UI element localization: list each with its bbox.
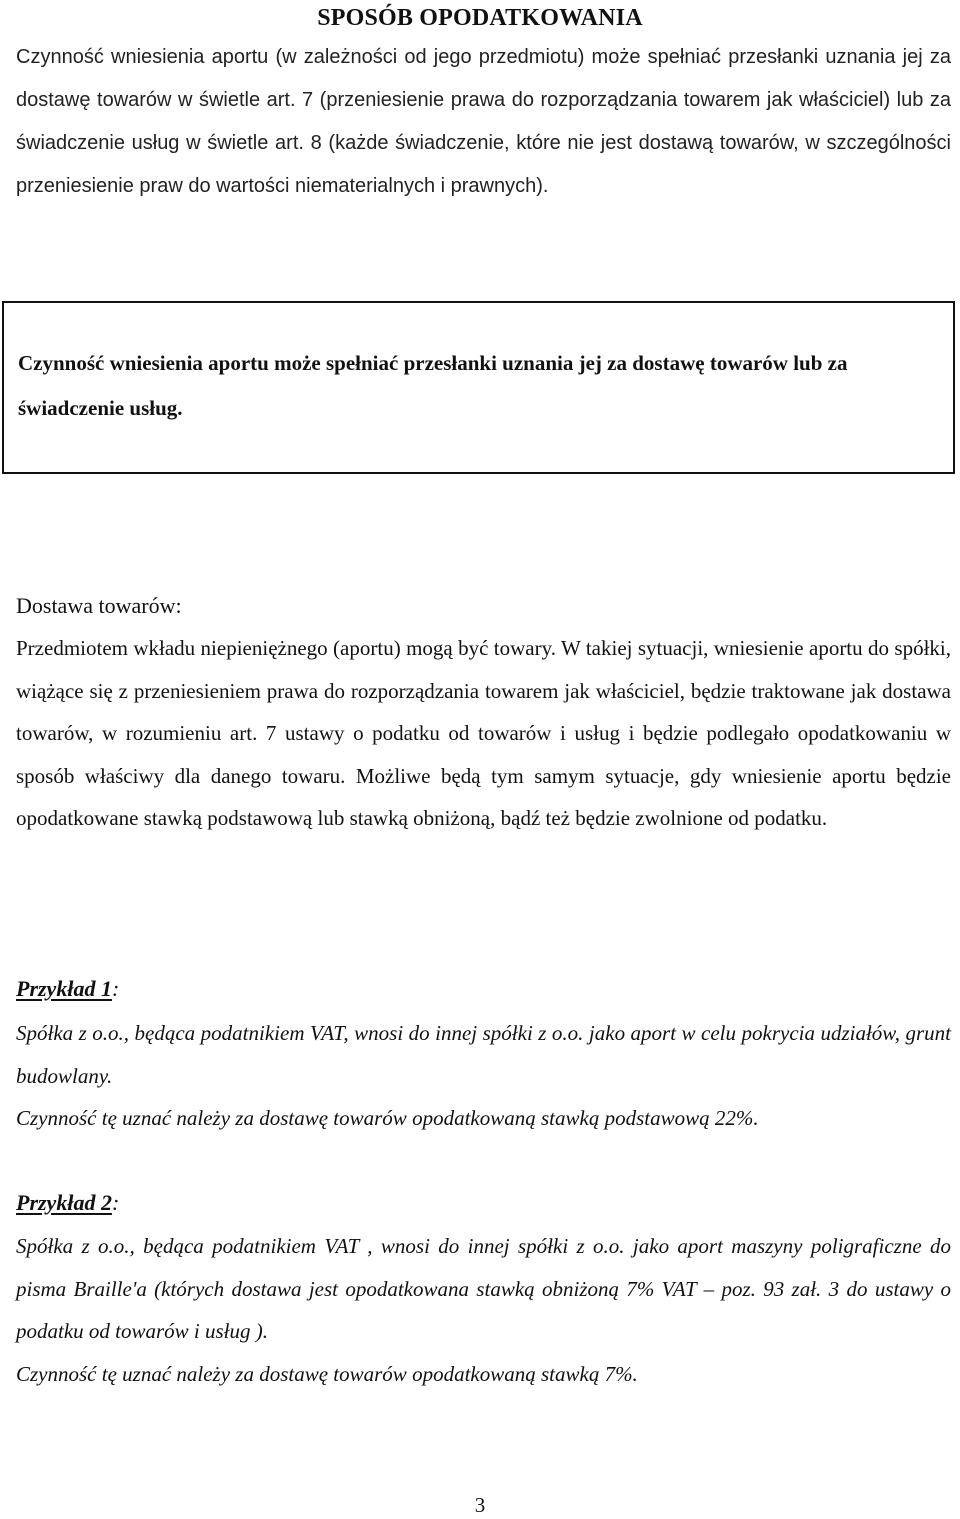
intro-paragraph: Czynność wniesienia aportu (w zależności od jego przedmiotu) może spełniać przesłanki uznania jej za dostawę towarów w świetle art. 7 (przeniesienie prawa do rozporządzania towarem jak właściciel) lub za świadczenie usług w świetle art. 8 (każde świadczenie, które nie jest dostawą towarów, w szczególności przeniesienie praw do wartości niematerialnych i prawnych). (16, 46, 951, 197)
example-2-heading-word: Przykład 2 (16, 1190, 112, 1215)
page-title: SPOSÓB OPODATKOWANIA (317, 5, 643, 31)
supply-heading: Dostawa towarów: (16, 593, 182, 618)
example-1-heading (16, 968, 119, 1010)
example-1-heading-suffix: : (111, 976, 120, 1001)
example-2-heading (16, 1182, 119, 1224)
page-number: 3 (474, 1493, 486, 1517)
example-2-description: Spółka z o.o., będąca podatnikiem VAT , wnosi do innej spółki z o.o. jako aport maszyny poligraficzne do pisma Braille'a (których dostawa jest opodatkowana stawką obniżoną 7% VAT – poz. 93 zał. 3 do ustawy o podatku od towarów i usług ). (16, 1234, 951, 1343)
example-2-heading-suffix: : (111, 1190, 120, 1215)
boxed-statement: Czynność wniesienia aportu może spełniać przesłanki uznania jej za dostawę towarów lub za świadczenie usług. (18, 351, 848, 420)
supply-paragraph: Przedmiotem wkładu niepieniężnego (aportu) mogą być towary. W takiej sytuacji, wniesienie aportu do spółki, wiążące się z przeniesieniem prawa do rozporządzania towarem jak właściciel, będzie traktowane jak dostawa towarów, w rozumieniu art. 7 ustawy o podatku od towarów i usług i będzie podlegało opodatkowaniu w sposób właściwy dla danego towaru. Możliwe będą tym samym sytuacje, gdy wniesienie aportu będzie opodatkowane stawką podstawową lub stawką obniżoną, bądź też będzie zwolnione od podatku. (16, 636, 951, 830)
highlight-box (2, 301, 955, 474)
example-2-conclusion: Czynność tę uznać należy za dostawę towarów opodatkowaną stawką 7%. (16, 1362, 638, 1386)
example-1-conclusion: Czynność tę uznać należy za dostawę towarów opodatkowaną stawką podstawową 22%. (16, 1106, 759, 1130)
example-1-heading-word: Przykład 1 (16, 976, 112, 1001)
example-1-description: Spółka z o.o., będąca podatnikiem VAT, wnosi do innej spółki z o.o. jako aport w celu pokrycia udziałów, grunt budowlany. (16, 1021, 951, 1088)
